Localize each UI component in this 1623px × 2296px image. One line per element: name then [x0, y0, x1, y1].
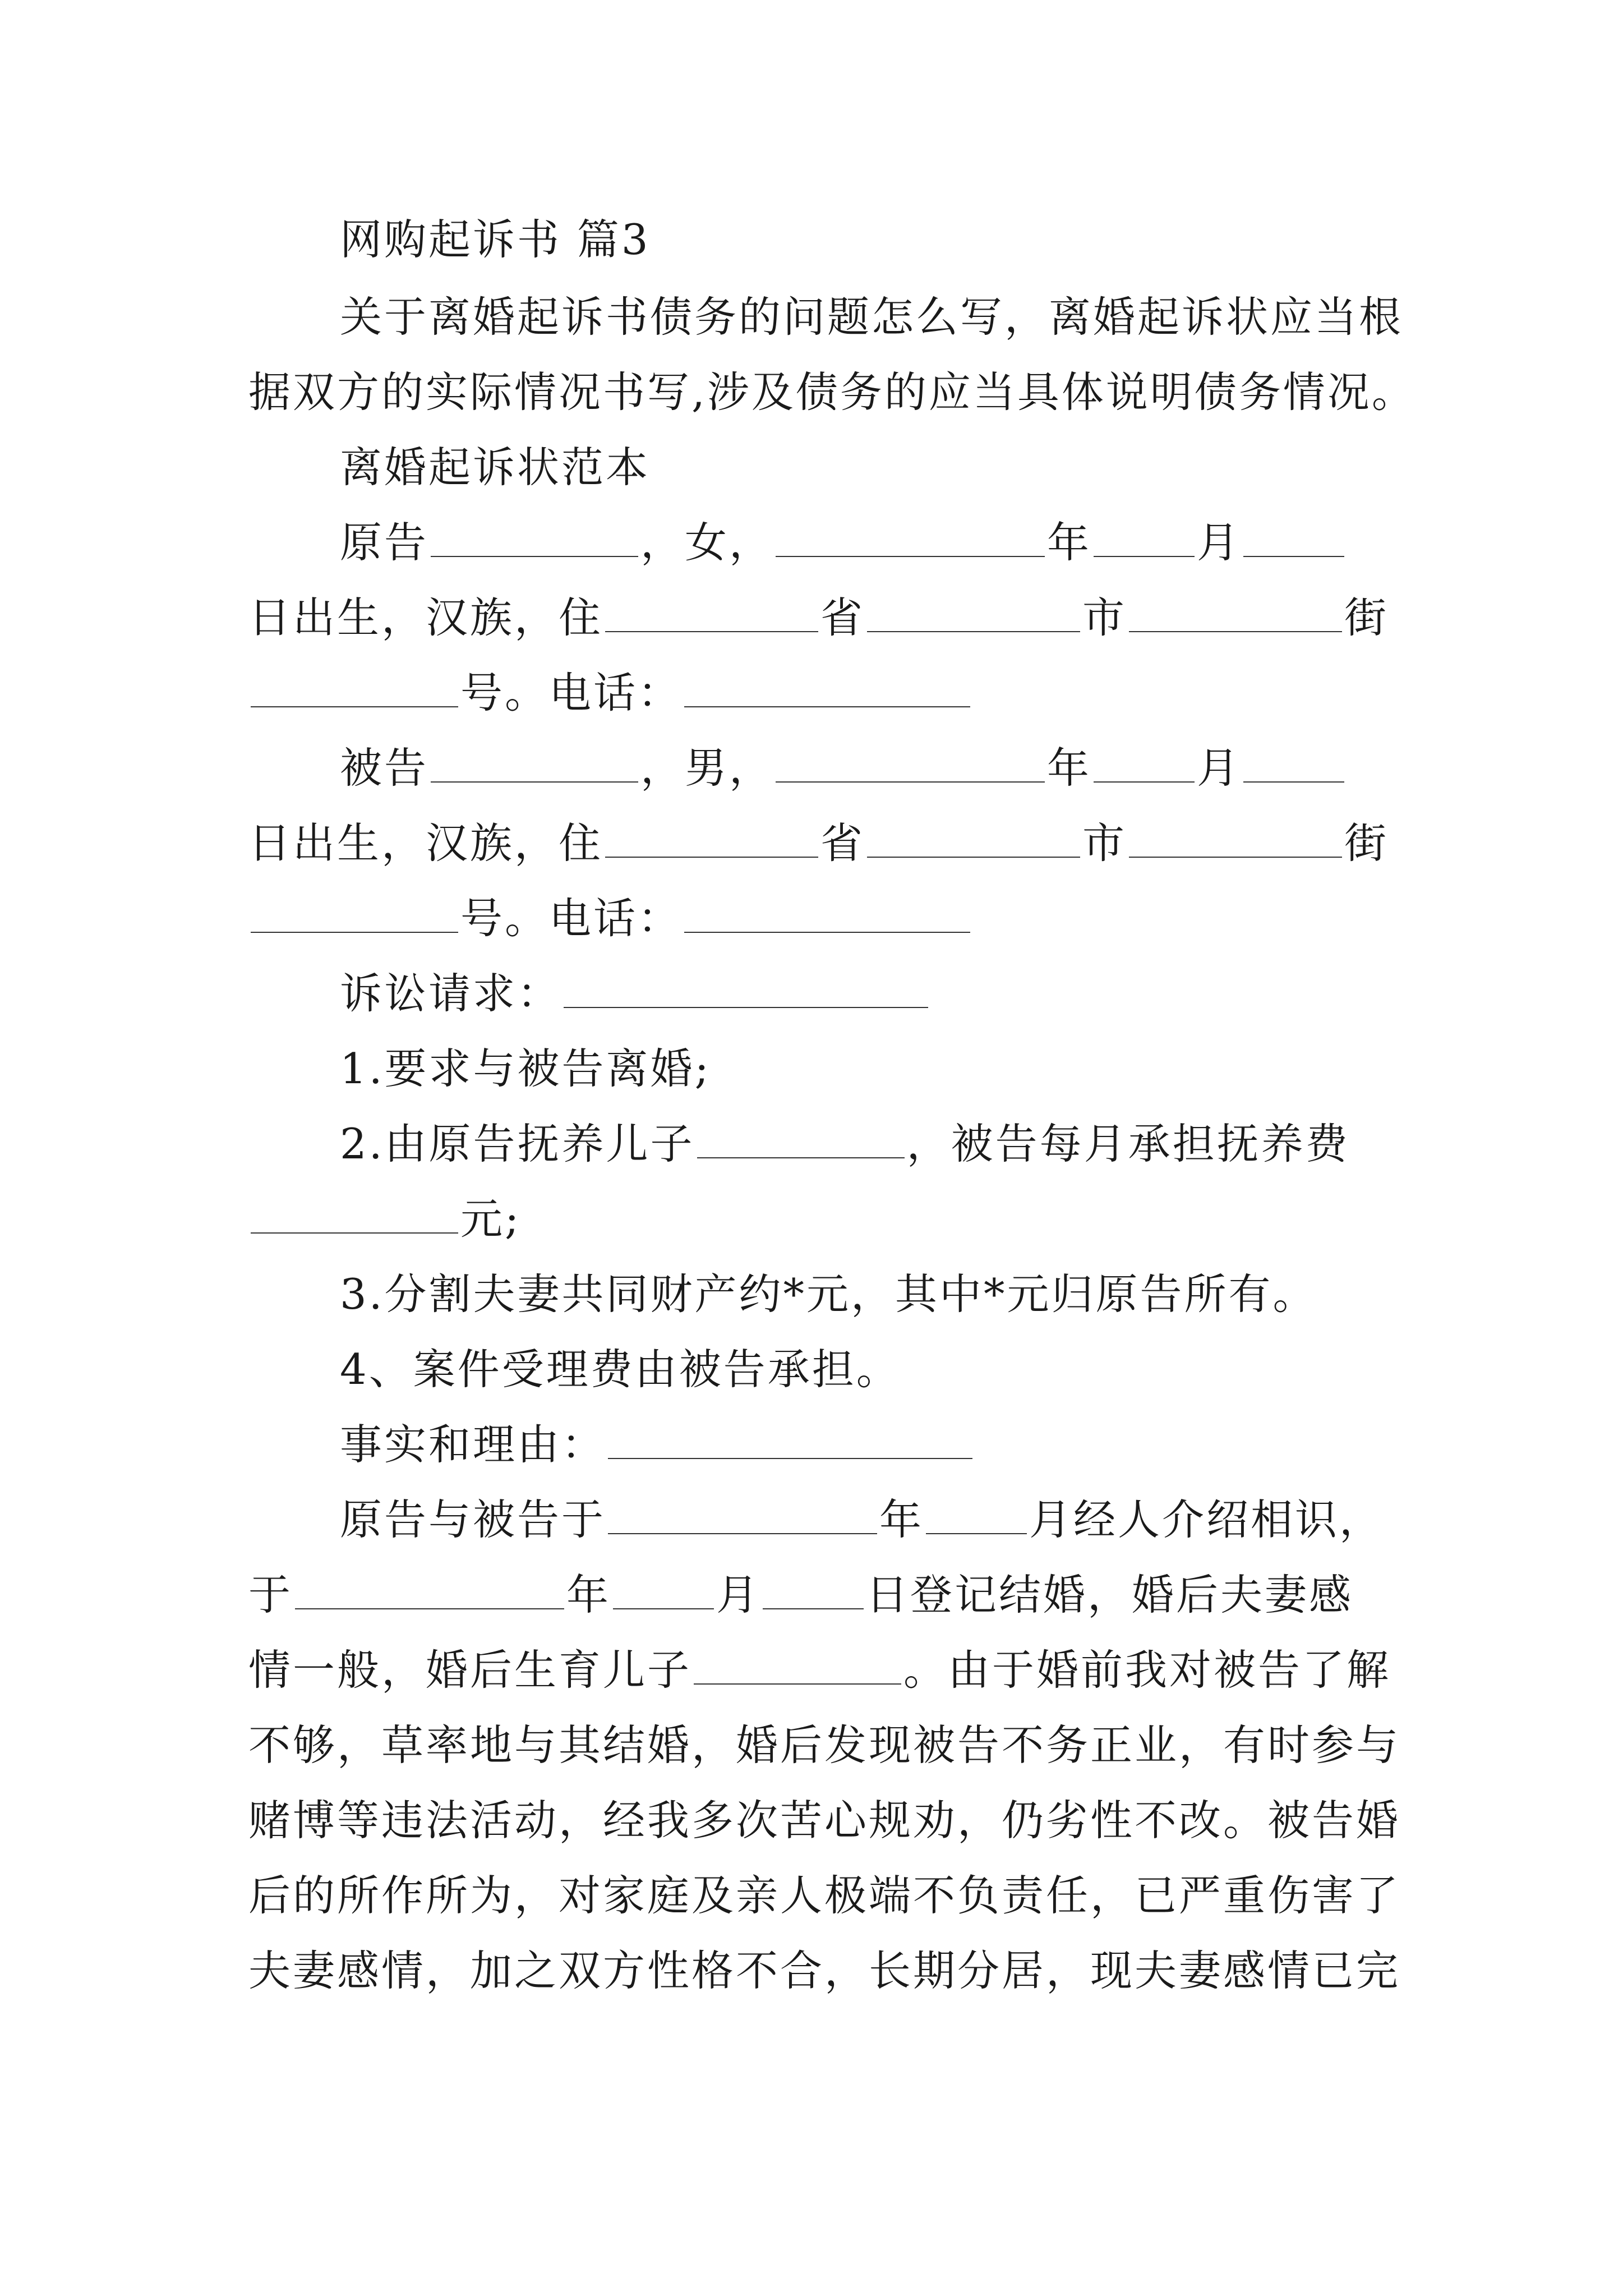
- claim-2-continued: [248, 1194, 522, 1244]
- facts-1-text-c: 月经人介绍相识，: [1029, 1495, 1384, 1544]
- facts-met-month-blank: [926, 1502, 1027, 1534]
- document-heading: 网购起诉书 篇3: [340, 215, 651, 264]
- claim-2-text-b: ，被告每月承担抚养费: [906, 1119, 1350, 1168]
- plaintiff-line-3: [248, 668, 972, 717]
- facts-line-3: [248, 1645, 1391, 1695]
- facts-2-month-label: 月: [716, 1570, 761, 1619]
- plaintiff-street-label: 街: [1344, 593, 1389, 642]
- plaintiff-gender: ，女，: [640, 518, 774, 567]
- facts-line-2: [248, 1570, 1354, 1619]
- facts-married-day-blank: [763, 1577, 864, 1609]
- defendant-city-blank: [867, 825, 1080, 858]
- defendant-month-label: 月: [1197, 743, 1242, 793]
- claim-2-son-blank: [697, 1126, 905, 1158]
- plaintiff-city-blank: [867, 600, 1080, 632]
- plaintiff-line-1: [340, 518, 1347, 567]
- plaintiff-line-2: [248, 593, 1389, 642]
- claim-4: 4、案件受理费由被告承担。: [340, 1345, 901, 1394]
- facts-3-text-b: 。由于婚前我对被告了解: [903, 1645, 1391, 1695]
- facts-label: 事实和理由：: [340, 1420, 606, 1469]
- plaintiff-name-blank: [431, 524, 638, 557]
- plaintiff-number-blank: [251, 675, 458, 707]
- defendant-birth-month-blank: [1094, 750, 1195, 783]
- plaintiff-label: 原告: [340, 518, 429, 567]
- defendant-province-label: 省: [820, 818, 865, 868]
- defendant-province-blank: [605, 825, 818, 858]
- facts-married-year-blank: [295, 1577, 564, 1609]
- defendant-label: 被告: [340, 743, 429, 793]
- facts-line-5: 赌博等违法活动，经我多次苦心规劝，仍劣性不改。被告婚: [248, 1796, 1401, 1845]
- facts-line-6: 后的所作所为，对家庭及亲人极端不负责任，已严重伤害了: [248, 1871, 1401, 1920]
- plaintiff-birth-year-blank: [776, 524, 1045, 557]
- defendant-phone-blank: [684, 900, 970, 933]
- claims-heading: [340, 969, 930, 1018]
- defendant-number-blank: [251, 900, 458, 933]
- defendant-birth-day-blank: [1243, 750, 1344, 783]
- plaintiff-birth-month-blank: [1094, 524, 1195, 557]
- defendant-gender: ，男，: [640, 743, 774, 793]
- defendant-line-1: [340, 743, 1347, 793]
- plaintiff-phone-blank: [684, 675, 970, 707]
- facts-2-year-label: 年: [566, 1570, 611, 1619]
- defendant-city-label: 市: [1082, 818, 1127, 868]
- defendant-year-label: 年: [1047, 743, 1092, 793]
- plaintiff-city-label: 市: [1082, 593, 1127, 642]
- claim-2-amount-blank: [251, 1201, 458, 1234]
- claim-3: 3.分割夫妻共同财产约*元，其中*元归原告所有。: [340, 1269, 1317, 1319]
- defendant-line-2: [248, 818, 1389, 868]
- facts-1-year-label: 年: [879, 1495, 924, 1544]
- facts-line-1: [340, 1495, 1384, 1544]
- claims-label: 诉讼请求：: [340, 969, 562, 1018]
- defendant-street-blank: [1129, 825, 1342, 858]
- claims-blank: [564, 976, 928, 1008]
- plaintiff-year-label: 年: [1047, 518, 1092, 567]
- plaintiff-birth-day-blank: [1243, 524, 1344, 557]
- plaintiff-street-blank: [1129, 600, 1342, 632]
- facts-2-text-a: 于: [248, 1570, 293, 1619]
- defendant-line-3: [248, 894, 972, 943]
- claim-2: [340, 1119, 1350, 1168]
- facts-blank: [608, 1427, 972, 1459]
- plaintiff-province-label: 省: [820, 593, 865, 642]
- claim-2-text-c: 元;: [460, 1194, 522, 1244]
- claim-2-text-a: 2.由原告抚养儿子: [340, 1119, 695, 1168]
- plaintiff-born-text: 日出生，汉族，住: [248, 593, 603, 642]
- facts-met-year-blank: [608, 1502, 877, 1534]
- facts-3-text-a: 情一般，婚后生育儿子: [248, 1645, 692, 1695]
- defendant-name-blank: [431, 750, 638, 783]
- facts-son-blank: [694, 1652, 901, 1685]
- template-title: 离婚起诉状范本: [340, 443, 651, 492]
- facts-line-7: 夫妻感情，加之双方性格不合，长期分居，现夫妻感情已完: [248, 1946, 1401, 1995]
- plaintiff-phone-label: 号。电话：: [460, 668, 683, 717]
- intro-line-1: 关于离婚起诉书债务的问题怎么写，离婚起诉状应当根: [340, 292, 1404, 342]
- intro-line-2: 据双方的实际情况书写,涉及债务的应当具体说明债务情况。: [248, 367, 1416, 417]
- facts-married-month-blank: [613, 1577, 714, 1609]
- plaintiff-province-blank: [605, 600, 818, 632]
- facts-1-text-a: 原告与被告于: [340, 1495, 606, 1544]
- claim-1: 1.要求与被告离婚;: [340, 1044, 711, 1093]
- defendant-born-text: 日出生，汉族，住: [248, 818, 603, 868]
- facts-heading: [340, 1420, 975, 1469]
- plaintiff-month-label: 月: [1197, 518, 1242, 567]
- defendant-street-label: 街: [1344, 818, 1389, 868]
- facts-line-4: 不够，草率地与其结婚，婚后发现被告不务正业，有时参与: [248, 1720, 1401, 1770]
- defendant-birth-year-blank: [776, 750, 1045, 783]
- defendant-phone-label: 号。电话：: [460, 894, 683, 943]
- facts-2-text-d: 日登记结婚，婚后夫妻感: [866, 1570, 1354, 1619]
